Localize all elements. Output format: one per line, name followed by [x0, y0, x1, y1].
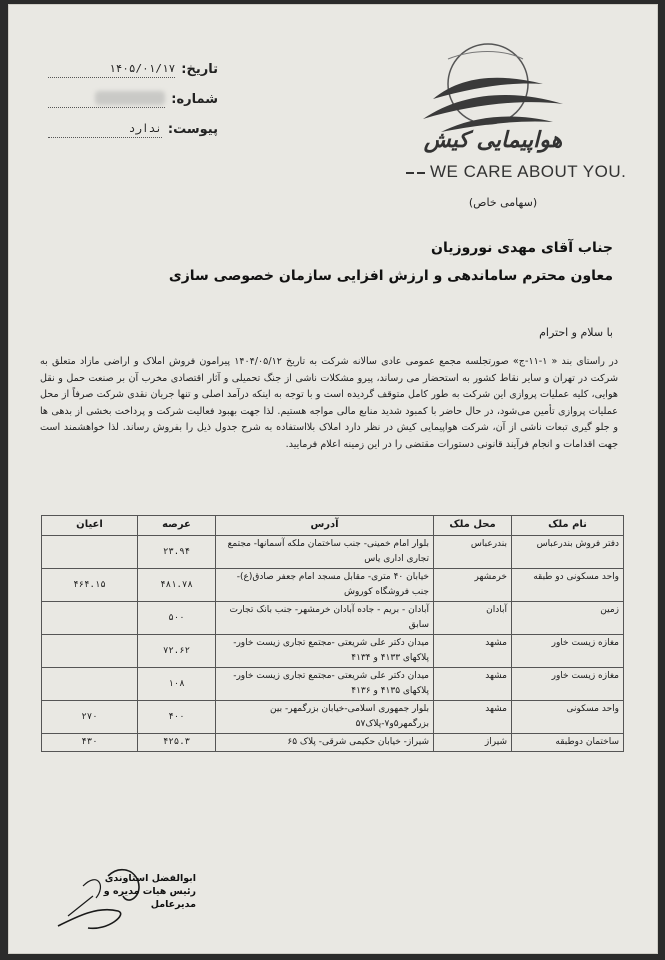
cell-area: ۷۲.۶۲	[138, 635, 216, 668]
table-row	[42, 602, 624, 635]
col-location: محل ملک	[434, 516, 512, 536]
cell-area: ۲۳.۹۴	[138, 536, 216, 569]
letter-body: در راستای بند « ۱-۱۱-ج» صورتجلسه مجمع عمومی عادی سالانه شرکت به تاریخ ۱۴۰۴/۰۵/۱۲ پیرامون فروش املاک و اراضی مازاد متعلق به شرکت در تهران و سایر نقاط کشور به استحضار می رساند، پیرو مشکلات ناشی از جنگ تحمیلی و آثار اقتصادی مخرب آن بر صنعت حمل و نقل هوایی، کلیه عملیات پروازی این شرکت به طور کامل متوقف گردیده است و با توجه به اینکه درآمد اصلی و تنها جریان نقدی شرکت صرفاً از محل عملیات پروازی تأمین می‌شود، در حال حاضر با کمبود شدید منابع مالی مواجه هستیم. لذا جهت بهبود فعالیت شرکت و پرداخت بخشی از بدهی ها و جلو گیری تبعات ناشی از آن، شرکت هواپیمایی کیش در نظر دارد املاک بلااستفاده به شرح جدول ذیل را بفروش رساند. لذا خواهشمند است جهت اقدامات و انجام فرآیند قانونی دستورات مقتضی را در این زمینه اعلام فرمایید.	[40, 356, 618, 450]
cell-area: ۴۲۵.۳	[138, 734, 216, 752]
cell-address: میدان دکتر علی شریعتی -مجتمع تجاری زیست خاور-پلاکهای ۴۱۳۳ و ۴۱۳۴	[216, 635, 434, 668]
cell-address: میدان دکتر علی شریعتی -مجتمع تجاری زیست خاور-پلاکهای ۴۱۳۵ و ۴۱۳۶	[216, 668, 434, 701]
table-row	[42, 569, 624, 602]
number-label: شماره:	[171, 91, 218, 107]
cell-building	[42, 602, 138, 635]
cell-area: ۱۰۸	[138, 668, 216, 701]
recipient-name: جناب آقای مهدی نوروزیان	[431, 240, 613, 256]
table-row	[42, 536, 624, 569]
cell-location: مشهد	[434, 668, 512, 701]
signatory-name: ابوالفضل استاوندی	[104, 873, 196, 884]
cell-location: شیراز	[434, 734, 512, 752]
recipient-title: معاون محترم ساماندهی و ارزش افزایی سازمان خصوصی سازی	[168, 268, 613, 284]
company-type: (سهامی خاص)	[468, 196, 538, 209]
table-row	[42, 635, 624, 668]
cell-property-name: واحد مسکونی	[512, 701, 624, 734]
attachment-label: پیوست:	[167, 121, 218, 137]
number-row	[48, 84, 218, 114]
cell-address: خیابان ۴۰ متری- مقابل مسجد امام جعفر صادق(ع)- جنب فروشگاه کوروش	[216, 569, 434, 602]
date-row	[48, 54, 218, 84]
cell-property-name: ساختمان دوطبقه	[512, 734, 624, 752]
brand-name-fa: هواپیمایی کیش	[423, 128, 563, 153]
tagline-rule	[417, 172, 425, 174]
cell-building	[42, 536, 138, 569]
properties-table	[41, 515, 624, 752]
signature-block	[86, 872, 196, 911]
col-area: عرصه	[138, 516, 216, 536]
cell-building	[42, 668, 138, 701]
col-building: اعیان	[42, 516, 138, 536]
cell-property-name: مغازه زیست خاور	[512, 668, 624, 701]
cell-area: ۴۰۰	[138, 701, 216, 734]
attachment-value: ندارد	[128, 121, 162, 135]
recipient-block	[53, 240, 613, 284]
cell-location: بندرعباس	[434, 536, 512, 569]
table-row	[42, 701, 624, 734]
cell-address: شیراز- خیابان حکیمی شرقی- پلاک ۶۵	[216, 734, 434, 752]
col-address: آدرس	[216, 516, 434, 536]
greeting: با سلام و احترام	[539, 326, 613, 339]
cell-property-name: زمین	[512, 602, 624, 635]
signatory-role-2: مدیرعامل	[150, 899, 196, 910]
cell-property-name: مغازه زیست خاور	[512, 635, 624, 668]
table-header-row	[42, 516, 624, 536]
attachment-row	[48, 114, 218, 144]
cell-property-name: واحد مسکونی دو طبقه	[512, 569, 624, 602]
date-label: تاریخ:	[181, 61, 218, 77]
cell-location: مشهد	[434, 635, 512, 668]
cell-address: بلوار جمهوری اسلامی-خیابان بزرگمهر- بین بزرگمهر۵و۷-پلاک۵۷	[216, 701, 434, 734]
cell-address: آبادان - بریم - جاده آبادان خرمشهر- جنب بانک تجارت سابق	[216, 602, 434, 635]
date-value: ۱۴۰۵/۰۱/۱۷	[109, 61, 176, 75]
cell-location: مشهد	[434, 701, 512, 734]
signatory-role-1: رئیس هیات مدیره و	[103, 886, 196, 897]
cell-location: خرمشهر	[434, 569, 512, 602]
cell-area: ۴۸۱.۷۸	[138, 569, 216, 602]
cell-building: ۲۷۰	[42, 701, 138, 734]
cell-address: بلوار امام خمینی- جنب ساختمان ملکه آسمانها- مجتمع تجاری اداری یاس	[216, 536, 434, 569]
cell-location: آبادان	[434, 602, 512, 635]
cell-building	[42, 635, 138, 668]
cell-building: ۴۳۰	[42, 734, 138, 752]
col-property-name: نام ملک	[512, 516, 624, 536]
brand-tagline	[406, 162, 627, 182]
letter-page	[8, 4, 658, 954]
cell-building: ۴۶۴.۱۵	[42, 569, 138, 602]
table-row	[42, 734, 624, 752]
tagline-rule	[406, 172, 414, 174]
cell-area: ۵۰۰	[138, 602, 216, 635]
table-row	[42, 668, 624, 701]
tagline-text: WE CARE ABOUT YOU.	[430, 162, 627, 181]
redacted-number	[95, 91, 165, 105]
letter-meta	[48, 54, 218, 144]
cell-property-name: دفتر فروش بندرعباس	[512, 536, 624, 569]
